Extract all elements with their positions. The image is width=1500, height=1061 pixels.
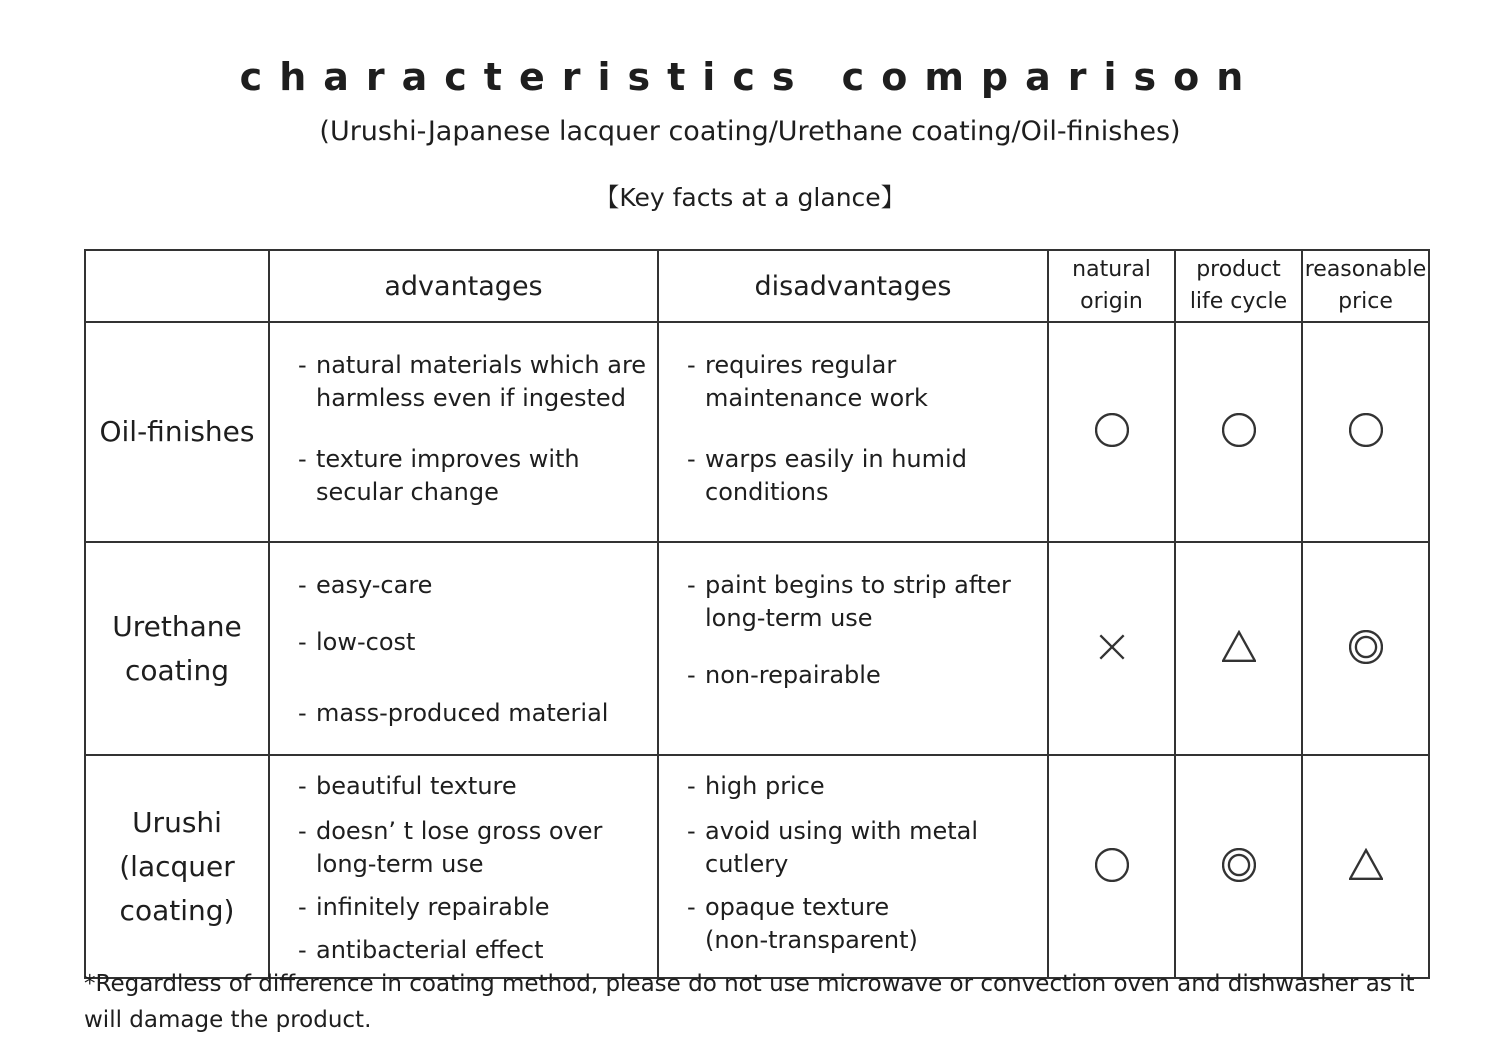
bullet-dash: - <box>687 817 696 845</box>
item-text <box>705 443 967 509</box>
item-text-line: high price <box>705 772 825 800</box>
item-text <box>316 815 602 881</box>
table-row <box>85 322 1429 542</box>
table-body <box>85 322 1429 978</box>
item-text-line: antibacterial effect <box>316 936 544 964</box>
item-text <box>316 770 517 803</box>
disadvantages-cell <box>658 755 1048 978</box>
circle-icon <box>1349 432 1383 451</box>
item-text-line: non-repairable <box>705 661 881 689</box>
advantage-item <box>298 770 657 803</box>
item-text-line: conditions <box>705 478 829 506</box>
reasonable-price-rating-cell <box>1302 755 1429 978</box>
natural-origin-rating-cell <box>1048 542 1175 755</box>
table-row <box>85 542 1429 755</box>
double-circle-icon <box>1222 867 1256 886</box>
item-text-line: avoid using with metal <box>705 817 979 845</box>
disadvantage-item <box>687 770 1047 803</box>
item-text <box>705 349 928 415</box>
header-product-life-cycle-line: life cycle <box>1189 289 1288 314</box>
bullet-dash: - <box>298 817 307 845</box>
item-text-line: cutlery <box>705 850 789 878</box>
row-heading-line: Oil-finishes <box>99 415 255 448</box>
bullet-dash: - <box>298 936 307 964</box>
item-text <box>316 891 550 924</box>
header-product-life-cycle-line: product <box>1196 257 1281 282</box>
advantage-item <box>298 815 657 881</box>
item-text <box>705 891 918 957</box>
header-natural-origin-line: natural <box>1072 257 1151 282</box>
bullet-dash: - <box>298 628 307 656</box>
advantages-cell <box>269 542 658 755</box>
header-natural-origin <box>1048 250 1175 322</box>
item-text-line: beautiful texture <box>316 772 517 800</box>
bullet-dash: - <box>298 571 307 599</box>
item-text-line: long-term use <box>316 850 484 878</box>
product-life-cycle-rating-cell <box>1175 542 1302 755</box>
disadvantages-cell <box>658 322 1048 542</box>
bullet-dash: - <box>298 351 307 379</box>
advantage-item <box>298 891 657 924</box>
bullet-dash: - <box>687 772 696 800</box>
product-life-cycle-rating-cell <box>1175 755 1302 978</box>
header-natural-origin-line: origin <box>1080 289 1143 314</box>
product-life-cycle-rating-cell <box>1175 322 1302 542</box>
advantages-cell <box>269 322 658 542</box>
item-text <box>316 349 646 415</box>
triangle-icon <box>1349 867 1383 886</box>
table-row <box>85 755 1429 978</box>
advantages-cell <box>269 755 658 978</box>
item-text <box>316 443 580 509</box>
disadvantage-item <box>687 349 1047 415</box>
footnote: *Regardless of difference in coating method, please do not use microwave or convection oven and dishwasher as it will damage the product. <box>84 971 1415 1033</box>
header-product-life-cycle <box>1175 250 1302 322</box>
item-text <box>705 770 825 803</box>
item-text <box>705 815 978 881</box>
item-text-line: long-term use <box>705 604 873 632</box>
disadvantage-item <box>687 569 1047 635</box>
advantage-item <box>298 697 657 730</box>
disadvantage-item <box>687 443 1047 509</box>
item-text-line: easy-care <box>316 571 433 599</box>
disadvantage-item <box>687 815 1047 881</box>
item-text-line: mass-produced material <box>316 699 609 727</box>
item-text <box>316 626 415 659</box>
item-text-line: secular change <box>316 478 499 506</box>
item-text-line: infinitely repairable <box>316 893 550 921</box>
reasonable-price-rating-cell <box>1302 542 1429 755</box>
cross-icon <box>1095 649 1129 668</box>
header-reasonable-price-line: reasonable <box>1304 257 1427 282</box>
header-disadvantages: disadvantages <box>658 250 1048 322</box>
bullet-dash: - <box>687 661 696 689</box>
comparison-table <box>84 249 1430 979</box>
disadvantages-cell <box>658 542 1048 755</box>
bullet-dash: - <box>687 571 696 599</box>
row-heading <box>85 755 269 978</box>
advantage-item <box>298 934 657 967</box>
item-text-line: maintenance work <box>705 384 928 412</box>
item-text-line: harmless even if ingested <box>316 384 626 412</box>
bullet-dash: - <box>687 351 696 379</box>
item-text-line: requires regular <box>705 351 897 379</box>
advantage-item <box>298 626 657 659</box>
row-heading-line: coating) <box>119 893 235 927</box>
bullet-dash: - <box>298 445 307 473</box>
item-text-line: warps easily in humid <box>705 445 967 473</box>
item-text <box>316 569 432 602</box>
natural-origin-rating-cell <box>1048 322 1175 542</box>
row-heading <box>85 542 269 755</box>
item-text-line: (non-transparent) <box>705 926 918 954</box>
reasonable-price-rating-cell <box>1302 322 1429 542</box>
row-heading-line: Urethane <box>112 609 242 643</box>
row-heading-line: (lacquer <box>119 849 235 883</box>
row-heading-line: coating <box>125 653 229 687</box>
bullet-dash: - <box>298 893 307 921</box>
circle-icon <box>1095 867 1129 886</box>
page-subtitle: (Urushi-Japanese lacquer coating/Urethane coating/Oil-finishes) <box>319 116 1181 147</box>
item-text-line: low-cost <box>316 628 416 656</box>
header-empty-cell <box>85 250 269 322</box>
item-text <box>705 569 1011 635</box>
bullet-dash: - <box>298 772 307 800</box>
disadvantage-item <box>687 891 1047 957</box>
item-text-line: natural materials which are <box>316 351 647 379</box>
item-text-line: opaque texture <box>705 893 890 921</box>
header-reasonable-price <box>1302 250 1429 322</box>
row-heading-line: Urushi <box>132 805 222 839</box>
natural-origin-rating-cell <box>1048 755 1175 978</box>
key-facts-label: 【Key facts at a glance】 <box>594 183 906 212</box>
circle-icon <box>1222 432 1256 451</box>
item-text <box>316 934 544 967</box>
advantage-item <box>298 349 657 415</box>
circle-icon <box>1095 432 1129 451</box>
item-text-line: texture improves with <box>316 445 580 473</box>
header-advantages: advantages <box>269 250 658 322</box>
bullet-dash: - <box>298 699 307 727</box>
advantage-item <box>298 443 657 509</box>
page-title: characteristics comparison <box>239 55 1261 99</box>
triangle-icon <box>1222 649 1256 668</box>
double-circle-icon <box>1349 649 1383 668</box>
bullet-dash: - <box>687 893 696 921</box>
item-text <box>316 697 608 730</box>
item-text-line: paint begins to strip after <box>705 571 1011 599</box>
disadvantage-item <box>687 659 1047 692</box>
item-text <box>705 659 881 692</box>
header-reasonable-price-line: price <box>1338 289 1393 314</box>
row-heading <box>85 322 269 542</box>
bullet-dash: - <box>687 445 696 473</box>
table-header-row <box>85 250 1429 322</box>
item-text-line: doesn’ t lose gross over <box>316 817 603 845</box>
advantage-item <box>298 569 657 602</box>
